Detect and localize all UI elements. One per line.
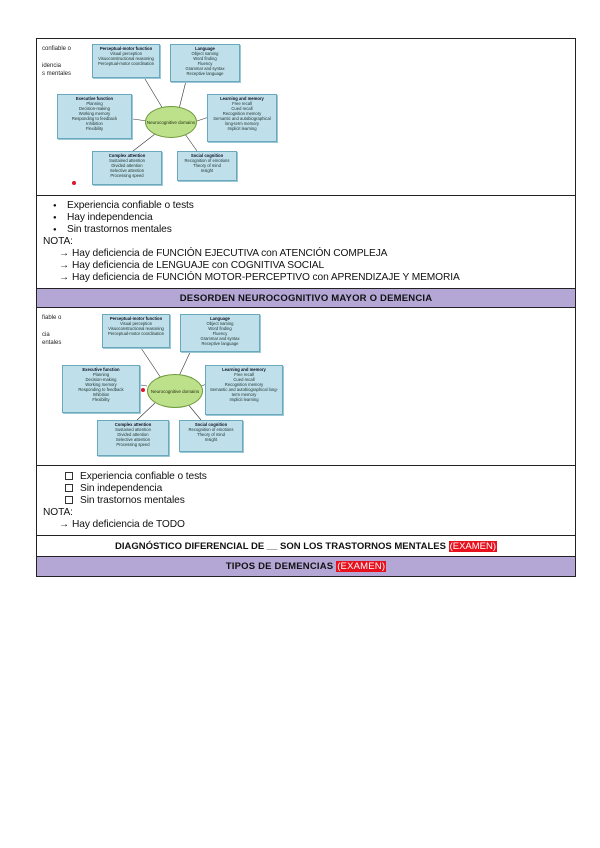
- document-table: [36, 38, 576, 577]
- exam-tag: (EXAMEN): [337, 561, 386, 572]
- checkbox-item: Sin independencia: [43, 483, 569, 495]
- exam-tag: (EXAMEN): [449, 541, 497, 552]
- note-item: → Hay deficiencia de LENGUAJE con COGNITIVA SOCIAL: [59, 260, 325, 271]
- arrow-right-icon: →: [59, 519, 70, 530]
- side-label: fiable o: [42, 315, 62, 321]
- side-label: idencia: [42, 63, 62, 69]
- box-perceptual-motor: Perceptual-motor function Visual perception Visuoconstructional reasoning Perceptual-motor coordination: [92, 44, 160, 78]
- box-social-cognition: Social cognition Recognition of emotions Theory of mind Insight: [179, 420, 243, 452]
- list-item: ● Hay independencia: [43, 212, 569, 224]
- red-dot-marker: [72, 181, 76, 185]
- differential-diagnosis-row: DIAGNÓSTICO DIFERENCIAL DE __ SON LOS TRASTORNOS MENTALES (EXAMEN): [37, 536, 575, 557]
- note-item: → Hay deficiencia de FUNCIÓN MOTOR-PERCEPTIVO con APRENDIZAJE Y MEMORIA: [59, 272, 460, 283]
- box-language: Language Object naming Word finding Fluency Grammar and syntax Receptive language: [170, 44, 240, 82]
- checkbox-item: Sin trastornos mentales: [43, 495, 569, 507]
- side-label: entales: [42, 340, 62, 346]
- arrow-right-icon: →: [59, 260, 70, 271]
- checkbox-item: Experiencia confiable o tests: [43, 471, 569, 483]
- box-executive-function: Executive function Planning Decision-making Working memory Responding to feedback Inhibition Flexibility: [57, 94, 132, 139]
- list-item: ● Sin trastornos mentales: [43, 224, 569, 236]
- note-item: → Hay deficiencia de FUNCIÓN EJECUTIVA con ATENCIÓN COMPLEJA: [59, 248, 388, 259]
- box-complex-attention: Complex attention Sustained attention Divided attention Selective attention Processing speed: [97, 420, 169, 456]
- side-label: confiable o: [42, 46, 72, 52]
- box-complex-attention: Complex attention Sustained attention Divided attention Selective attention Processing speed: [92, 151, 162, 185]
- criteria-list-bottom: [37, 466, 575, 536]
- checkbox-icon: [65, 484, 73, 492]
- side-label: s mentales: [42, 71, 72, 77]
- section-header-major: DESORDEN NEUROCOGNITIVO MAYOR O DEMENCIA: [37, 289, 575, 308]
- box-social-cognition: Social cognition Recognition of emotions Theory of mind Insight: [177, 151, 237, 181]
- center-neurocognitive-domains: Neurocognitive domains: [147, 374, 203, 408]
- center-neurocognitive-domains: Neurocognitive domains: [145, 106, 197, 138]
- figure-neurocognitive-bottom: [37, 308, 575, 466]
- nota-label: NOTA:: [43, 507, 73, 518]
- arrow-right-icon: →: [59, 272, 70, 283]
- checkbox-icon: [65, 496, 73, 504]
- figure-neurocognitive-top: [37, 39, 575, 196]
- arrow-right-icon: →: [59, 248, 70, 259]
- box-executive-function: Executive function Planning Decision-making Working memory Responding to feedback Inhibition Flexibility: [62, 365, 140, 413]
- red-dot-marker: [141, 388, 145, 392]
- checkbox-icon: [65, 472, 73, 480]
- side-label: cia: [42, 332, 50, 338]
- box-learning-memory: Learning and memory Free recall Cued recall Recognition memory Semantic and autobiographical long-term memory Implicit learning: [207, 94, 277, 142]
- box-perceptual-motor: Perceptual-motor function Visual perception Visuoconstructional reasoning Perceptual-motor coordination: [102, 314, 170, 348]
- box-language: Language Object naming Word finding Fluency Grammar and syntax Receptive language: [180, 314, 260, 352]
- note-item: → Hay deficiencia de TODO: [59, 519, 185, 530]
- list-item: ● Experiencia confiable o tests: [43, 200, 569, 212]
- box-learning-memory: Learning and memory Free recall Cued recall Recognition memory Semantic and autobiographical long-term memory Implicit learning: [205, 365, 283, 415]
- section-header-tipos: TIPOS DE DEMENCIAS (EXAMEN): [37, 557, 575, 576]
- criteria-list-top: [37, 196, 575, 289]
- nota-label: NOTA:: [43, 236, 73, 247]
